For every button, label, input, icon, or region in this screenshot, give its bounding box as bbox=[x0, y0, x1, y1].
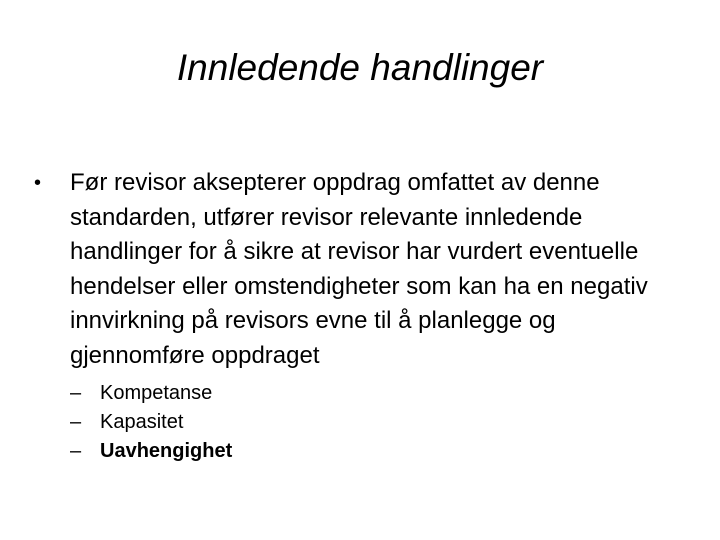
sub-bullet-list bbox=[28, 379, 688, 466]
sub-bullet-item bbox=[70, 379, 688, 408]
dash-icon: – bbox=[70, 411, 82, 433]
dash-icon: – bbox=[70, 440, 82, 462]
dash-icon: – bbox=[70, 382, 82, 404]
slide-content bbox=[28, 166, 688, 466]
sub-bullet-text: Kompetanse bbox=[100, 382, 213, 404]
bullet-item bbox=[28, 166, 688, 373]
sub-bullet-item bbox=[70, 408, 688, 437]
bullet-dot-icon: • bbox=[34, 172, 42, 194]
bullet-text: Før revisor aksepterer oppdrag omfattet av denne standarden, utfører revisor relevante innledende handlinger for å sikre at revisor har vurdert eventuelle hendelser eller omstendigheter som kan ha en negativ innvirkning på revisors evne til å planlegge og gjennomføre oppdraget bbox=[70, 169, 648, 369]
sub-bullet-text: Uavhengighet bbox=[100, 440, 233, 462]
sub-bullet-text: Kapasitet bbox=[100, 411, 184, 433]
sub-bullet-item bbox=[70, 437, 688, 466]
slide-title: Innledende handlinger bbox=[176, 47, 544, 88]
